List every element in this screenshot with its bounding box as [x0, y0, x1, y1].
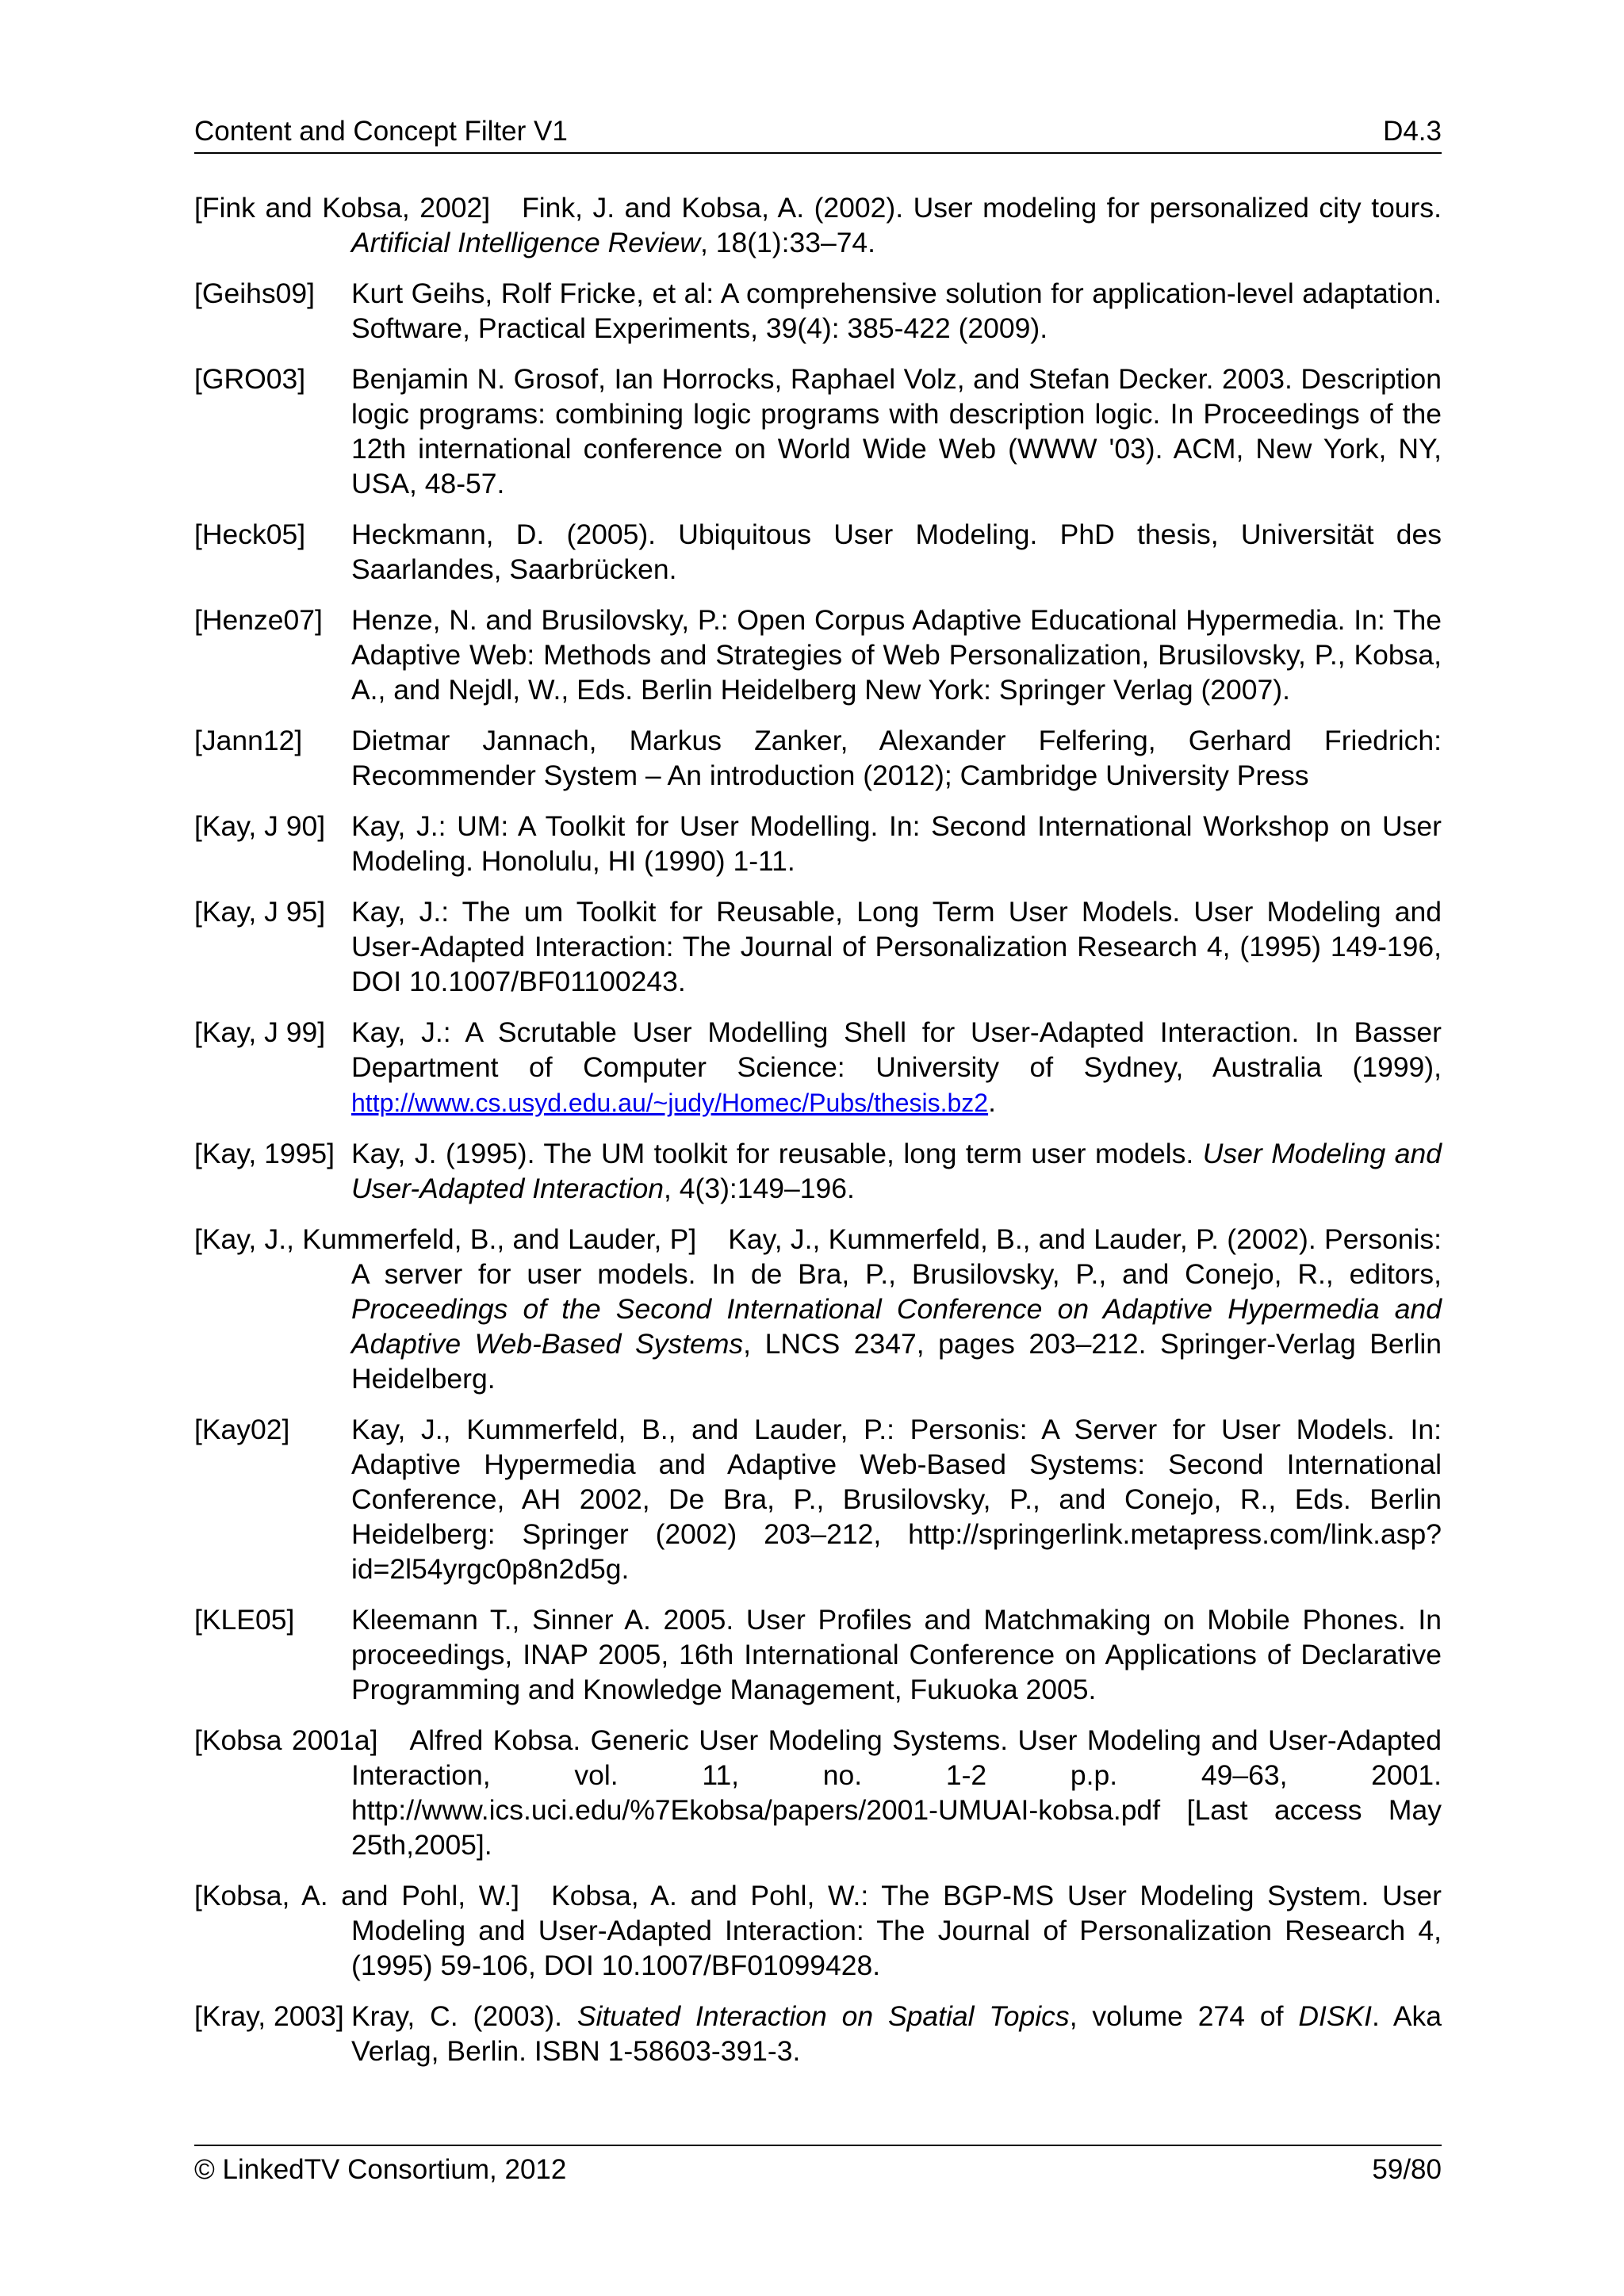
reference-text-part: Benjamin N. Grosof, Ian Horrocks, Raphael Volz, and Stefan Decker. 2003. Description logic programs: combining logic programs with description logic. In Proceedings of the 12th international conference on World Wide Web (WWW '03). ACM, New York, NY, USA, 48-57. — [351, 363, 1442, 499]
reference-entry — [194, 1999, 1442, 2068]
document-id: D4.3 — [1383, 116, 1442, 147]
reference-italic-text: Artificial Intelligence Review — [351, 227, 700, 258]
reference-entry — [194, 1602, 1442, 1707]
reference-key: [Kobsa, A. and Pohl, W.] — [194, 1880, 520, 1911]
reference-text-part: Alfred Kobsa. Generic User Modeling Systems. User Modeling and User-Adapted Interaction, vol. 11, no. 1-2 p.p. 49–63, 2001. http://www.ics.uci.edu/%7Ekobsa/papers/2001-UMUAI-kobsa.pdf [Last access May 25th,2005]. — [351, 1724, 1442, 1861]
reference-text — [351, 896, 1442, 997]
reference-italic-text: Proceedings of the Second International Conference on Adaptive Hypermedia and Adaptive Web-Based Systems — [351, 1293, 1442, 1360]
reference-text-part: Henze, N. and Brusilovsky, P.: Open Corpus Adaptive Educational Hypermedia. In: The Adaptive Web: Methods and Strategies of Web Personalization, Brusilovsky, P., Kobsa, A., and Nejdl, W., Eds. Berlin Heidelberg New York: Springer Verlag (2007). — [351, 604, 1442, 706]
reference-key: [Henze07] — [194, 604, 323, 636]
reference-entry — [194, 517, 1442, 587]
reference-text-part: Kay, J. (1995). The UM toolkit for reusable, long term user models. — [351, 1138, 1203, 1169]
reference-list — [194, 190, 1442, 2084]
reference-text — [351, 1016, 1442, 1118]
reference-key: [Geihs09] — [194, 277, 315, 309]
reference-entry — [194, 1412, 1442, 1586]
reference-text-part: Kay, J.: The um Toolkit for Reusable, Long Term User Models. User Modeling and User-Adapted Interaction: The Journal of Personalization Research 4, (1995) 149-196, DOI 10.1007/BF01100243. — [351, 896, 1442, 997]
reference-key: [Kay, 1995] — [194, 1138, 335, 1169]
reference-entry — [194, 276, 1442, 346]
page-header — [194, 111, 1442, 154]
reference-italic-text: DISKI — [1298, 2000, 1373, 2032]
reference-entry — [194, 1222, 1442, 1396]
reference-entry — [194, 809, 1442, 878]
reference-key: [Fink and Kobsa, 2002] — [194, 192, 491, 224]
reference-text-part: , 18(1):33–74. — [700, 227, 876, 258]
reference-text-part: Kay, J., Kummerfeld, B., and Lauder, P. (2002). Personis: A server for user models. In de Bra, P., Brusilovsky, P., and Conejo, R., editors, — [351, 1223, 1442, 1290]
reference-italic-text: User Modeling and User-Adapted Interaction — [351, 1138, 1442, 1204]
reference-entry — [194, 603, 1442, 707]
reference-text-part: Kay, J.: UM: A Toolkit for User Modelling. In: Second International Workshop on User Modeling. Honolulu, HI (1990) 1-11. — [351, 810, 1442, 877]
reference-entry — [194, 1723, 1442, 1862]
reference-entry — [194, 362, 1442, 501]
reference-entry — [194, 894, 1442, 999]
reference-key: [Kay, J., Kummerfeld, B., and Lauder, P] — [194, 1223, 697, 1255]
reference-key: [Kray, 2003] — [194, 2000, 344, 2032]
reference-text-part: , 4(3):149–196. — [664, 1173, 855, 1204]
reference-text — [351, 810, 1442, 877]
reference-key: [GRO03] — [194, 363, 306, 395]
copyright-notice: © LinkedTV Consortium, 2012 — [194, 2154, 567, 2185]
reference-text — [351, 2000, 1442, 2067]
reference-text — [351, 363, 1442, 499]
reference-entry — [194, 1878, 1442, 1983]
reference-text — [351, 192, 1442, 258]
reference-text-part: . Aka Verlag, Berlin. ISBN 1-58603-391-3. — [351, 2000, 1442, 2067]
reference-text — [351, 519, 1442, 585]
reference-key: [Kay, J 95] — [194, 896, 326, 928]
reference-text-part: Kobsa, A. and Pohl, W.: The BGP-MS User Modeling System. User Modeling and User-Adapted Interaction: The Journal of Personalization Research 4, (1995) 59-106, DOI 10.1007/BF01099428. — [351, 1880, 1442, 1981]
reference-key: [Jann12] — [194, 725, 303, 756]
reference-text-part: Kurt Geihs, Rolf Fricke, et al: A comprehensive solution for application-level adaptation. Software, Practical Experiments, 39(4): 385-422 (2009). — [351, 277, 1442, 344]
reference-text — [351, 1414, 1442, 1585]
reference-key: [Kay, J 99] — [194, 1016, 326, 1048]
reference-link[interactable]: http://www.cs.usyd.edu.au/~judy/Homec/Pubs/thesis.bz2 — [351, 1089, 989, 1117]
reference-entry — [194, 1015, 1442, 1120]
reference-italic-text: Situated Interaction on Spatial Topics — [576, 2000, 1070, 2032]
reference-text — [351, 1138, 1442, 1204]
reference-text-part: Dietmar Jannach, Markus Zanker, Alexander Felfering, Gerhard Friedrich: Recommender System – An introduction (2012); Cambridge University Press — [351, 725, 1442, 791]
reference-text — [351, 604, 1442, 706]
reference-entry — [194, 723, 1442, 793]
reference-key: [KLE05] — [194, 1604, 295, 1636]
reference-text-part: Kleemann T., Sinner A. 2005. User Profiles and Matchmaking on Mobile Phones. In proceedings, INAP 2005, 16th International Conference on Applications of Declarative Programming and Knowledge Management, Fukuoka 2005. — [351, 1604, 1442, 1705]
page-footer — [194, 2145, 1442, 2187]
reference-text-part: Kray, C. (2003). — [351, 2000, 577, 2032]
reference-text-part: Fink, J. and Kobsa, A. (2002). User modeling for personalized city tours. — [522, 192, 1442, 224]
reference-text-part: , volume 274 of — [1069, 2000, 1299, 2032]
reference-key: [Kobsa 2001a] — [194, 1724, 378, 1756]
reference-text-part: . — [988, 1086, 996, 1118]
reference-text — [351, 1604, 1442, 1705]
reference-text-part: , LNCS 2347, pages 203–212. Springer-Verlag Berlin Heidelberg. — [351, 1328, 1442, 1395]
reference-key: [Heck05] — [194, 519, 306, 550]
reference-entry — [194, 1136, 1442, 1206]
reference-entry — [194, 190, 1442, 260]
reference-text-part: Kay, J., Kummerfeld, B., and Lauder, P.: Personis: A Server for User Models. In: Adaptive Hypermedia and Adaptive Web-Based Systems: Second International Conference, AH 2002, De Bra, P., Brusilovsky, P., and Conejo, R., Eds. Berlin Heidelberg: Springer (2002) 203–212, http://springerlink.metapress.com/link.asp?id=2l54yrgc0p8n2d5g. — [351, 1414, 1442, 1585]
reference-text — [351, 725, 1442, 791]
reference-key: [Kay, J 90] — [194, 810, 326, 842]
reference-text — [351, 277, 1442, 344]
document-title: Content and Concept Filter V1 — [194, 116, 568, 147]
page-number: 59/80 — [1372, 2154, 1442, 2185]
reference-key: [Kay02] — [194, 1414, 290, 1445]
reference-text-part: Kay, J.: A Scrutable User Modelling Shell for User-Adapted Interaction. In Basser Department of Computer Science: University of Sydney, Australia (1999), — [351, 1016, 1442, 1083]
reference-text-part: Heckmann, D. (2005). Ubiquitous User Modeling. PhD thesis, Universität des Saarlandes, Saarbrücken. — [351, 519, 1442, 585]
reference-text — [351, 1724, 1442, 1861]
